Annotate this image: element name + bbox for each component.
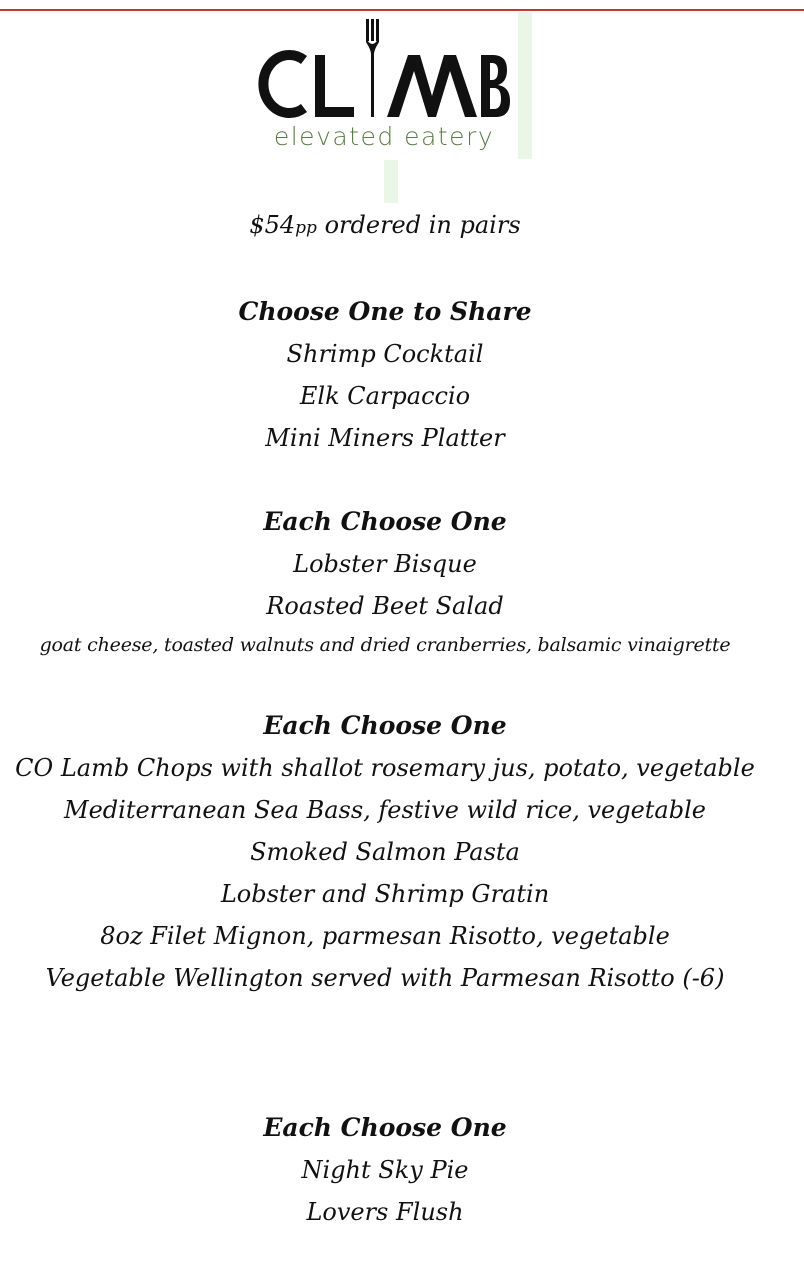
menu-item: 8oz Filet Mignon, parmesan Risotto, vegetable bbox=[100, 922, 670, 950]
logo-accent-bar-small bbox=[384, 160, 398, 203]
menu-item: Night Sky Pie bbox=[301, 1156, 469, 1184]
logo-letter-l bbox=[320, 55, 354, 112]
price-unit: pp bbox=[295, 218, 317, 238]
menu-item: Mini Miners Platter bbox=[265, 424, 505, 452]
section-heading: Each Choose One bbox=[263, 507, 507, 536]
menu-item: Smoked Salmon Pasta bbox=[250, 838, 520, 866]
logo-tagline: elevated eatery bbox=[273, 122, 495, 151]
logo-letter-b bbox=[481, 55, 510, 117]
price-amount: $54 bbox=[249, 211, 296, 239]
menu-item: Vegetable Wellington served with Parmesan Risotto (-6) bbox=[45, 964, 725, 992]
menu-section-desserts bbox=[0, 1107, 770, 1233]
menu-item: Roasted Beet Salad bbox=[266, 592, 504, 620]
menu-item: Lobster Bisque bbox=[293, 550, 477, 578]
logo-wordmark bbox=[256, 16, 512, 126]
price-note: ordered in pairs bbox=[324, 211, 521, 239]
logo-accent-bar bbox=[518, 12, 532, 159]
section-heading: Each Choose One bbox=[263, 1113, 507, 1142]
menu-item: Mediterranean Sea Bass, festive wild rice, vegetable bbox=[64, 796, 706, 824]
menu-item: Lovers Flush bbox=[306, 1198, 464, 1226]
item-description: goat cheese, toasted walnuts and dried cranberries, balsamic vinaigrette bbox=[39, 634, 731, 656]
fork-icon bbox=[366, 19, 379, 117]
menu-item: CO Lamb Chops with shallot rosemary jus, potato, vegetable bbox=[15, 754, 755, 782]
price-line bbox=[0, 204, 770, 249]
logo-letter-c bbox=[263, 55, 304, 113]
menu-item: Lobster and Shrimp Gratin bbox=[220, 880, 550, 908]
section-heading: Each Choose One bbox=[263, 711, 507, 740]
menu-item: Elk Carpaccio bbox=[299, 382, 471, 410]
logo-letter-m bbox=[387, 55, 477, 117]
section-heading: Choose One to Share bbox=[238, 297, 532, 326]
menu bbox=[0, 204, 770, 1233]
top-rule bbox=[0, 9, 804, 11]
menu-section-entrees bbox=[0, 705, 770, 999]
menu-section-shared bbox=[0, 291, 770, 459]
menu-item: Shrimp Cocktail bbox=[286, 340, 484, 368]
menu-section-starters bbox=[0, 501, 770, 663]
